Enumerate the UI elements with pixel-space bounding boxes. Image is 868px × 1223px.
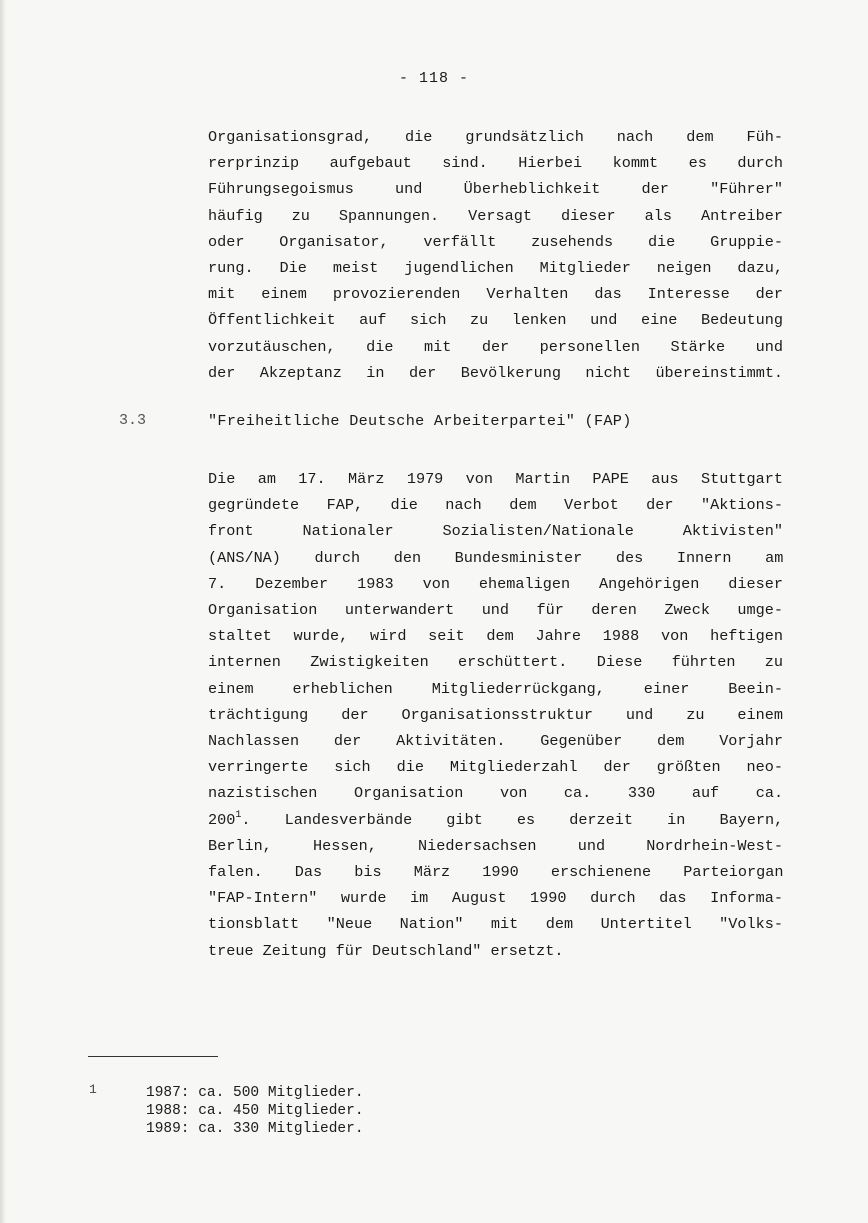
text-line: Organisation unterwandert und für deren Zweck umge- [208, 601, 783, 620]
text-line: falen. Das bis März 1990 erschienene Parteiorgan [208, 863, 784, 882]
text-line: einem erheblichen Mitgliederrückgang, einer Beein- [208, 679, 783, 698]
text-line: "FAP-Intern" wurde im August 1990 durch das Informa- [208, 889, 783, 908]
text-line: Die am 17. März 1979 von Martin PAPE aus Stuttgart [208, 470, 783, 488]
text-line: Öffentlichkeit auf sich zu lenken und eine Bedeutung [208, 311, 783, 330]
footnote-line: 1988: ca. 450 Mitglieder. [146, 1103, 364, 1119]
text-line: Organisationsgrad, die grundsätzlich nach dem Füh- [208, 128, 783, 146]
paragraph-fap [208, 466, 783, 964]
text-line: Nachlassen der Aktivitäten. Gegenüber dem Vorjahr [208, 732, 783, 751]
footnote-line: 1987: ca. 500 Mitglieder. [146, 1085, 364, 1101]
text-line: staltet wurde, wird seit dem Jahre 1988 von heftigen [208, 627, 783, 646]
footnote-text [146, 1084, 364, 1138]
text-line: häufig zu Spannungen. Versagt dieser als Antreiber [208, 206, 783, 225]
text-line: tionsblatt "Neue Nation" mit dem Untertitel "Volks- [208, 915, 783, 934]
page-edge-shadow [0, 0, 6, 1223]
text-line: treue Zeitung für Deutschland" ersetzt. [208, 941, 564, 960]
section-number: 3.3 [119, 412, 147, 429]
text-fragment: 200 [208, 810, 236, 829]
text-line: (ANS/NA) durch den Bundesminister des Innern am [208, 548, 784, 567]
text-line: rerprinzip aufgebaut sind. Hierbei kommt es durch [208, 154, 783, 173]
text-line: trächtigung der Organisationsstruktur und zu einem [208, 705, 783, 724]
text-line: nazistischen Organisation von ca. 330 auf ca. [208, 784, 784, 803]
text-line-with-footnote [208, 807, 783, 833]
text-line: verringerte sich die Mitgliederzahl der größten neo- [208, 758, 783, 777]
footnote-marker: 1 [89, 1082, 97, 1097]
footnote-line: 1989: ca. 330 Mitglieder. [146, 1121, 364, 1137]
text-line: internen Zwistigkeiten erschüttert. Diese führten zu [208, 653, 783, 672]
paragraph-intro [208, 124, 783, 386]
text-line: gegründete FAP, die nach dem Verbot der "Aktions- [208, 496, 783, 515]
text-line: rung. Die meist jugendlichen Mitglieder neigen dazu, [208, 259, 783, 278]
footnote-reference: 1 [235, 809, 242, 821]
section-heading: "Freiheitliche Deutsche Arbeiterpartei" (FAP) [208, 412, 632, 430]
text-line: front Nationaler Sozialisten/Nationale Aktivisten" [208, 522, 783, 541]
text-line: oder Organisator, verfällt zusehends die Gruppie- [208, 232, 783, 251]
page-number: - 118 - [398, 70, 469, 87]
text-line: vorzutäuschen, die mit der personellen Stärke und [208, 337, 783, 356]
text-line: Berlin, Hessen, Niedersachsen und Nordrhein-West- [208, 836, 783, 855]
text-line: der Akzeptanz in der Bevölkerung nicht übereinstimmt. [208, 363, 784, 382]
text-line: 7. Dezember 1983 von ehemaligen Angehörigen dieser [208, 574, 783, 593]
text-line: mit einem provozierenden Verhalten das Interesse der [208, 285, 783, 304]
text-line: Führungsegoismus und Überheblichkeit der "Führer" [208, 180, 783, 199]
text-fragment: . Landesverbände gibt es derzeit in Bayern, [241, 810, 784, 829]
footnote-divider [88, 1056, 218, 1057]
